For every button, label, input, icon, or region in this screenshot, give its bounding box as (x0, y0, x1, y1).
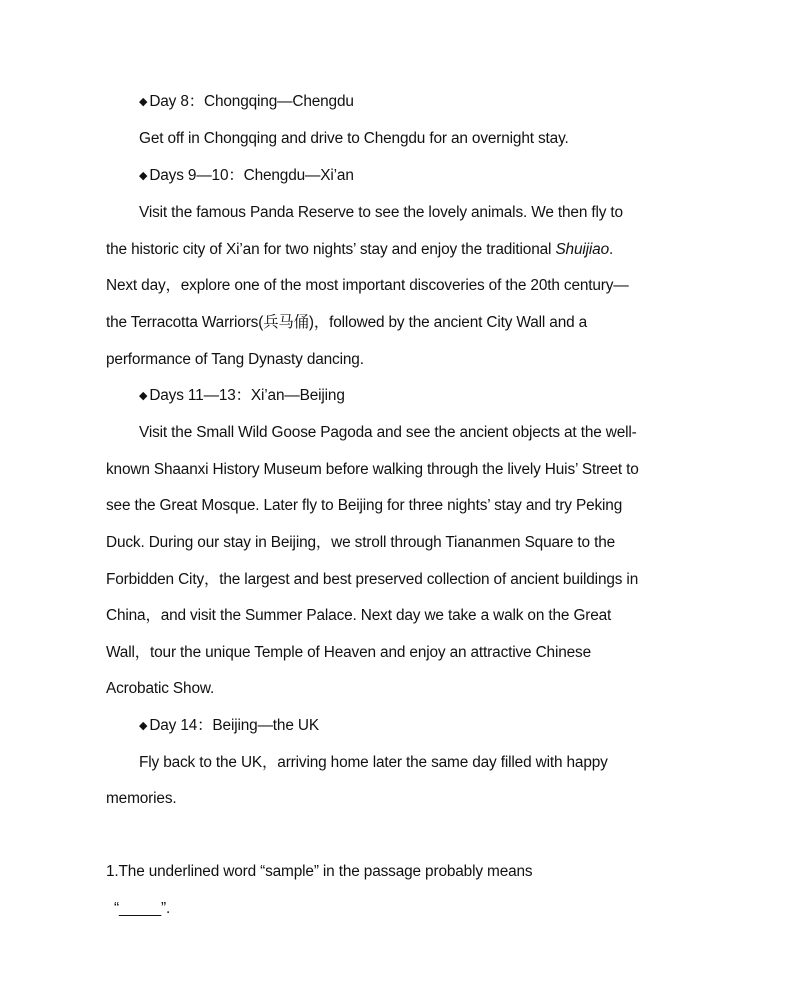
day9-10-heading-text: Days 9—10：Chengdu—Xi’an (149, 167, 354, 184)
day9-10-line-3: Next day，explore one of the most important discoveries of the 20th century— (106, 277, 629, 294)
diamond-bullet-icon: ◆ (139, 96, 148, 108)
day8-heading-text: Day 8：Chongqing—Chengdu (149, 93, 354, 110)
day9-10-line-5: performance of Tang Dynasty dancing. (106, 351, 364, 368)
day11-13-heading (139, 386, 729, 407)
diamond-bullet-icon: ◆ (139, 170, 148, 182)
shuijiao-italic: Shuijiao (555, 241, 609, 258)
day14-line-2: memories. (106, 790, 177, 807)
day14-line-1: Fly back to the UK，arriving home later the same day filled with happy (139, 754, 608, 771)
day11-13-line-8: Acrobatic Show. (106, 680, 215, 697)
day9-10-line-2 (106, 240, 696, 260)
day11-13-heading-text: Days 11—13：Xi’an—Beijing (149, 387, 345, 404)
day11-13-line-5: Forbidden City，the largest and best preserved collection of ancient buildings in (106, 571, 639, 588)
day14-heading-text: Day 14：Beijing—the UK (149, 717, 319, 734)
day9-10-line-1: Visit the famous Panda Reserve to see the lovely animals. We then fly to (139, 204, 623, 221)
day11-13-line-2: known Shaanxi History Museum before walking through the lively Huis’ Street to (106, 461, 639, 478)
day11-13-line-1: Visit the Small Wild Goose Pagoda and see the ancient objects at the well- (139, 424, 637, 441)
day11-13-line-6: China，and visit the Summer Palace. Next day we take a walk on the Great (106, 607, 612, 624)
day11-13-line-3: see the Great Mosque. Later fly to Beijing for three nights’ stay and try Peking (106, 497, 623, 514)
day11-13-line-4: Duck. During our stay in Beijing，we stroll through Tiananmen Square to the (106, 534, 616, 551)
day8-text: Get off in Chongqing and drive to Chengdu for an overnight stay. (139, 130, 569, 147)
day9-10-line-4: the Terracotta Warriors(兵马俑)，followed by the ancient City Wall and a (106, 314, 588, 331)
day9-10-line-2-end: . (609, 241, 614, 258)
question-1-blank: “_____”. (114, 900, 171, 917)
diamond-bullet-icon: ◆ (139, 390, 148, 402)
day8-heading (139, 92, 729, 113)
day9-10-heading (139, 166, 729, 187)
day11-13-line-7: Wall，tour the unique Temple of Heaven and enjoy an attractive Chinese (106, 644, 592, 661)
diamond-bullet-icon: ◆ (139, 720, 148, 732)
question-1: 1.The underlined word “sample” in the passage probably means (106, 863, 533, 880)
day9-10-line-2-text: the historic city of Xi’an for two nights’ stay and enjoy the traditional (106, 241, 556, 258)
day14-heading (139, 716, 729, 737)
